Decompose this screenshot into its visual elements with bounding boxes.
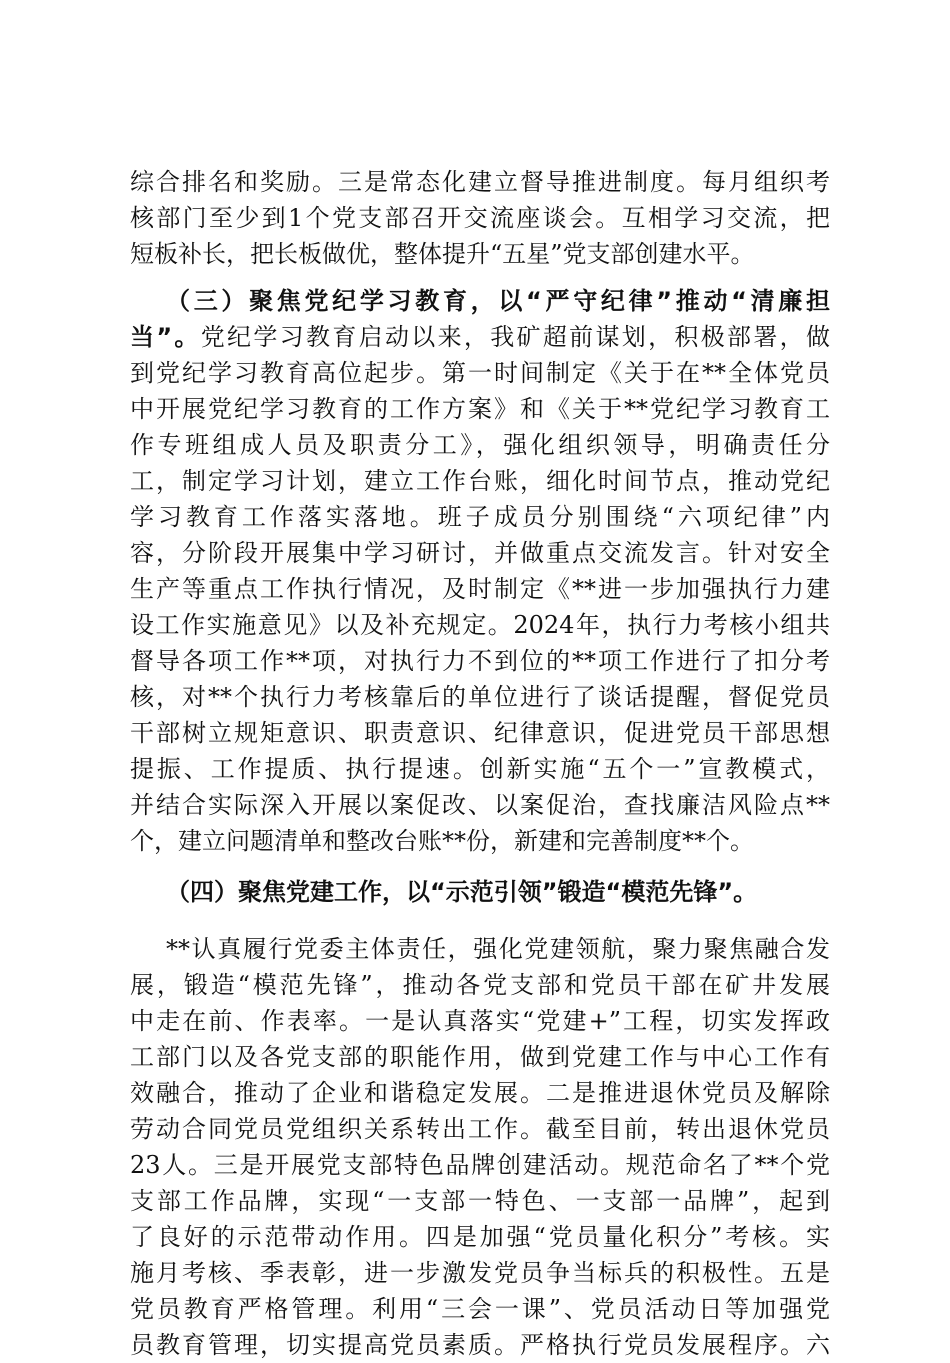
section-3-line-4: 作专班组成人员及职责分工》，强化组织领导，明确责任分 [130, 431, 830, 459]
section-3-line-5: 工，制定学习计划，建立工作台账，细化时间节点，推动党纪 [130, 467, 830, 495]
paragraph-1-line-3: 短板补长，把长板做优，整体提升“五星”党支部创建水平。 [130, 240, 755, 268]
section-3-heading-end: 当”。 [130, 323, 201, 351]
section-3-line-2: 到党纪学习教育高位起步。第一时间制定《关于在**全体党员 [130, 359, 830, 387]
section-4-line-7: 23人。三是开展党支部特色品牌创建活动。规范命名了**个党 [130, 1151, 830, 1179]
section-4-line-1: **认真履行党委主体责任，强化党建领航，聚力聚焦融合发 [166, 935, 830, 963]
section-3-line-1 [130, 319, 830, 355]
section-3-line-10: 督导各项工作**项，对执行力不到位的**项工作进行了扣分考 [130, 647, 830, 675]
section-4-line-11: 党员教育严格管理。利用“三会一课”、党员活动日等加强党 [130, 1295, 830, 1323]
section-4-line-12: 员教育管理，切实提高党员素质。严格执行党员发展程序。六 [130, 1331, 830, 1359]
section-3-heading: （三）聚焦党纪学习教育，以“严守纪律”推动“清廉担 [166, 287, 830, 315]
section-3-line-3: 中开展党纪学习教育的工作方案》和《关于**党纪学习教育工 [130, 395, 830, 423]
paragraph-1-line-1: 综合排名和奖励。三是常态化建立督导推进制度。每月组织考 [130, 168, 830, 196]
section-4-line-8: 支部工作品牌，实现“一支部一特色、一支部一品牌”，起到 [130, 1187, 830, 1215]
section-3-line-8: 生产等重点工作执行情况，及时制定《**进一步加强执行力建 [130, 575, 830, 603]
section-3-line-6: 学习教育工作落实落地。班子成员分别围绕“六项纪律”内 [130, 503, 830, 531]
section-4-line-9: 了良好的示范带动作用。四是加强“党员量化积分”考核。实 [130, 1223, 830, 1251]
section-3-line-14: 并结合实际深入开展以案促改、以案促治，查找廉洁风险点** [130, 791, 830, 819]
section-3-line-1-text: 党纪学习教育启动以来，我矿超前谋划，积极部署，做 [200, 323, 831, 351]
paragraph-1-line-2: 核部门至少到1个党支部召开交流座谈会。互相学习交流，把 [130, 204, 830, 232]
section-3-line-7: 容，分阶段开展集中学习研讨，并做重点交流发言。针对安全 [130, 539, 830, 567]
section-3-line-13: 提振、工作提质、执行提速。创新实施“五个一”宣教模式， [130, 755, 830, 783]
section-3-line-15: 个，建立问题清单和整改台账**份，新建和完善制度**个。 [130, 827, 754, 855]
section-3-line-11: 核，对**个执行力考核靠后的单位进行了谈话提醒，督促党员 [130, 683, 830, 711]
section-4-line-4: 工部门以及各党支部的职能作用，做到党建工作与中心工作有 [130, 1043, 830, 1071]
section-4-heading: （四）聚焦党建工作，以“示范引领”锻造“模范先锋”。 [166, 878, 758, 906]
section-4-line-2: 展，锻造“模范先锋”，推动各党支部和党员干部在矿井发展 [130, 971, 830, 999]
section-4-line-10: 施月考核、季表彰，进一步激发党员争当标兵的积极性。五是 [130, 1259, 830, 1287]
section-3-line-12: 干部树立规矩意识、职责意识、纪律意识，促进党员干部思想 [130, 719, 830, 747]
section-4-line-6: 劳动合同党员党组织关系转出工作。截至目前，转出退休党员 [130, 1115, 830, 1143]
section-4-line-3: 中走在前、作表率。一是认真落实“党建+”工程，切实发挥政 [130, 1007, 830, 1035]
section-4-line-5: 效融合，推动了企业和谐稳定发展。二是推进退休党员及解除 [130, 1079, 830, 1107]
section-3-line-9: 设工作实施意见》以及补充规定。2024年，执行力考核小组共 [130, 611, 830, 639]
